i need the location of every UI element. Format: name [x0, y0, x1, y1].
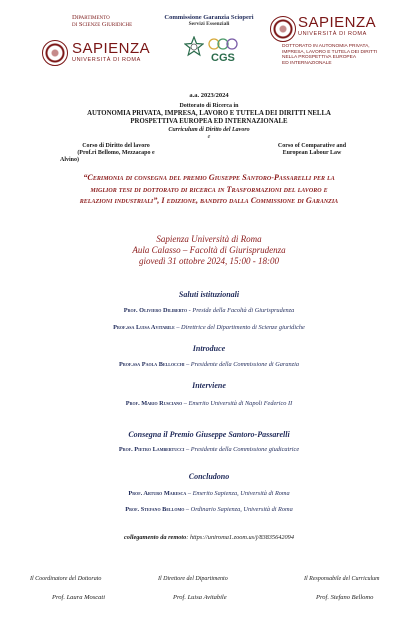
academic-year: a.a. 2023/2024: [189, 92, 229, 99]
cgs-logo-text: CGS: [211, 52, 235, 64]
ceremony-line2: miglior tesi di dottorato di ricerca in Trasformazioni del lavoro e: [90, 184, 328, 194]
section-title-interviene: Interviene: [192, 381, 226, 390]
sapienza-seal-right-icon: [270, 16, 296, 42]
person-name: Prof. Mario Rusciano: [125, 400, 183, 407]
remote-label: collegamento da remoto: [124, 534, 187, 541]
person-name: Prof. Pietro Lambertucci: [118, 446, 185, 453]
ceremony-line3: relazioni industriali”, I edizione, bandito dalla Commissione di Garanzia: [79, 196, 339, 205]
sapienza-seal-icon: [42, 40, 68, 66]
person-role: – Emerito Università di Napoli Federico II: [182, 400, 293, 407]
right-dottorato-line: DOTTORATO IN AUTONOMIA PRIVATA,: [282, 44, 370, 49]
course-left-line: (Prof.ri Bellomo, Mezzacapo e: [77, 150, 155, 156]
course-right-line: European Labour Law: [282, 150, 342, 156]
cgs-subtitle: Servizi Essenziali: [188, 21, 230, 27]
dept-line2: di Scienze Giuridiche: [72, 21, 133, 28]
venue-block: [0, 234, 418, 267]
footer-name: Prof. Stefano Bellomo: [316, 594, 374, 601]
venue-room: Aula Calasso – Facoltà di Giurisprudenza: [132, 245, 286, 255]
venue-university: Sapienza Università di Roma: [156, 234, 262, 244]
person-name: Prof.ssa Luisa Avitabile: [113, 324, 175, 331]
remote-link[interactable]: : https://uniroma1.zoom.us/j/83835642094: [186, 534, 294, 541]
person-name: Prof.ssa Paola Bellocchi: [118, 361, 185, 368]
course-left-line: Alvino): [60, 157, 80, 163]
footer-title: Il Responsabile del Curriculum: [304, 576, 380, 582]
logo-sapienza-left: [72, 40, 162, 63]
person-role: – Presidente della Commissione di Garanzia: [184, 361, 300, 368]
right-dottorato-line: NELLA PROSPETTIVA EUROPEA: [282, 55, 357, 60]
person-role: – Emerito Sapienza, Università di Roma: [186, 490, 290, 497]
sapienza-wordmark-right: SAPIENZA: [298, 14, 377, 31]
person-role: – Direttrice del Dipartimento di Scienze giuridiche: [174, 324, 305, 331]
dept-line1: Dipartimento: [72, 14, 110, 21]
course-left-line: Corso di Diritto del lavoro: [82, 143, 150, 149]
program-title-line1: AUTONOMIA PRIVATA, IMPRESA, LAVORO E TUTELA DEI DIRITTI NELLA: [87, 110, 331, 117]
person-row: [0, 324, 418, 331]
footer-title: Il Coordinatore del Dottorato: [30, 576, 102, 582]
right-dottorato-line: IMPRESA, LAVORO E TUTELA DEI DIRITTI: [282, 49, 378, 55]
ceremony-title: [0, 172, 418, 207]
footer-name: Prof. Laura Moscati: [52, 594, 106, 601]
conjunction: e: [207, 134, 211, 140]
ceremony-line1: “Cerimonia di consegna del premio Giuseppe Santoro-Passarelli per la: [83, 173, 335, 182]
section-title-consegna: Consegna il Premio Giuseppe Santoro-Passarelli: [128, 430, 290, 439]
course-left: [56, 143, 176, 164]
logo-cgs: [150, 14, 268, 27]
person-row: [0, 361, 418, 368]
sapienza-subtitle: UNIVERSITÀ DI ROMA: [72, 57, 141, 63]
program-title-line2: PROSPETTIVA EUROPEA ED INTERNAZIONALE: [130, 118, 288, 125]
person-row: [0, 446, 418, 453]
person-name: Prof. Arturo Maresca: [128, 490, 187, 497]
right-dottorato-block: [282, 44, 402, 66]
person-name: Prof. Stefano Bellomo: [125, 506, 185, 513]
sapienza-wordmark: SAPIENZA: [72, 40, 151, 57]
person-role: – Presidente della Commissione giudicatrice: [184, 446, 300, 453]
footer-title: Il Direttore del Dipartimento: [158, 576, 228, 582]
logo-sapienza-right: [298, 14, 398, 37]
person-name: Prof. Oliviero Diliberto: [123, 307, 188, 314]
curriculum: Curriculum di Diritto del Lavoro: [168, 127, 250, 133]
remote-link-row: [0, 534, 418, 541]
section-title-introduce: Introduce: [192, 344, 226, 353]
footer-name: Prof. Luisa Avitabile: [173, 594, 227, 601]
right-dottorato-line: ED INTERNAZIONALE: [282, 60, 332, 66]
person-row: [0, 307, 418, 314]
person-row: [0, 490, 418, 497]
course-right-line: Corso of Comparative and: [277, 143, 347, 149]
cgs-title: Commissione Garanzia Scioperi: [164, 14, 254, 21]
section-title-saluti: Saluti istituzionali: [178, 290, 240, 299]
dottorato-label: Dottorato di Ricerca in: [179, 103, 239, 109]
sapienza-subtitle-right: UNIVERSITÀ DI ROMA: [298, 31, 367, 37]
venue-datetime: giovedì 31 ottobre 2024, 15:00 - 18:00: [139, 256, 279, 266]
italian-emblem-icon: [184, 36, 204, 58]
course-right: [252, 143, 372, 157]
person-role: – Ordinario Sapienza, Università di Roma: [184, 506, 293, 513]
person-row: [0, 506, 418, 513]
person-role: - Preside della Facoltà di Giurisprudenza: [187, 307, 295, 314]
person-row: [0, 400, 418, 407]
section-title-concludono: Concludono: [188, 472, 230, 481]
cgs-circles-icon: [208, 37, 238, 51]
